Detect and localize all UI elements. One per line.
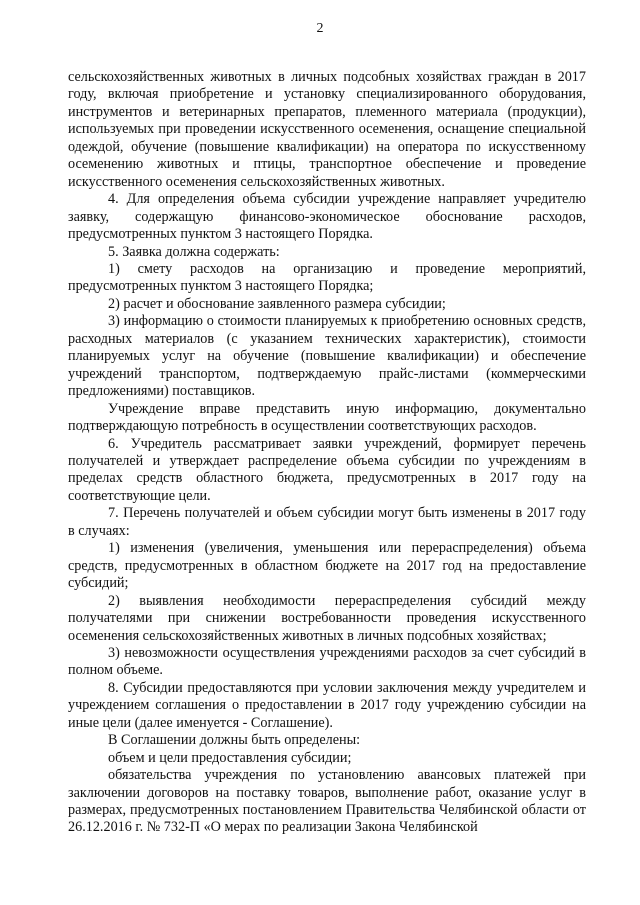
paragraph-item-8: 8. Субсидии предоставляются при условии заключения между учредителем и учреждением соглашения о предоставлении в 2017 году учреждению субсидии на иные цели (далее именуется - Соглашение). — [68, 679, 586, 731]
paragraph-item-7-2: 2) выявления необходимости перераспределения субсидий между получателями при снижении востребованности проведения искусственного осеменения сельскохозяйственных животных в личных подсобных хозяйствах; — [68, 592, 586, 644]
paragraph-agreement-volume: объем и цели предоставления субсидии; — [108, 749, 352, 766]
paragraph-agreement-obligations: обязательства учреждения по установлению авансовых платежей при заключении договоров на поставку товаров, выполнение работ, оказание услуг в размерах, предусмотренных постановлением Правительства Челябинской области от 26.12.2016 г. № 732-П «О мерах по реализации Закона Челябинской — [68, 767, 586, 836]
paragraph-item-4: 4. Для определения объема субсидии учреждение направляет учредителю заявку, содержащую финансово-экономическое обоснование расходов, предусмотренных пунктом 3 настоящего Порядка. — [68, 191, 586, 243]
paragraph-item-7: 7. Перечень получателей и объем субсидии могут быть изменены в 2017 году в случаях: — [68, 505, 586, 539]
paragraph-item-5-2: 2) расчет и обоснование заявленного размера субсидии; — [108, 295, 446, 312]
paragraph-item-5: 5. Заявка должна содержать: — [108, 243, 280, 260]
paragraph-item-5-1: 1) смету расходов на организацию и проведение мероприятий, предусмотренных пунктом 3 настоящего Порядка; — [68, 260, 586, 295]
paragraph-continuation: сельскохозяйственных животных в личных подсобных хозяйствах граждан в 2017 году, включая приобретение и установку специализированного оборудования, инструментов и ветеринарных препаратов, племенного материала (продукции), используемых при проведении искусственного осеменения, оснащение специальной одеждой, обучение (повышение квалификации) на оператора по искусственному осеменению животных и птицы, транспортное обеспечение и проведение искусственного осеменения сельскохозяйственных животных. — [68, 69, 586, 190]
paragraph-item-7-1: 1) изменения (увеличения, уменьшения или перераспределения) объема средств, предусмотренных в областном бюджете на 2017 год на предоставление субсидий; — [68, 540, 586, 592]
paragraph-item-7-3: 3) невозможности осуществления учреждениями расходов за счет субсидий в полном объеме. — [68, 644, 586, 679]
page-number: 2 — [316, 21, 324, 36]
paragraph-item-5-3: 3) информацию о стоимости планируемых к приобретению основных средств, расходных материалов (с указанием технических характеристик), стоимости планируемых услуг на обучение (повышение квалификации) и обеспечение учреждений транспортом, подтверждаемую прайс-листами (коммерческими предложениями) поставщиков. — [68, 313, 586, 400]
paragraph-agreement-intro: В Соглашении должны быть определены: — [108, 732, 361, 749]
paragraph-additional-info: Учреждение вправе представить иную информацию, документально подтверждающую потребность в осуществлении соответствующих расходов. — [68, 400, 586, 435]
paragraph-item-6: 6. Учредитель рассматривает заявки учреждений, формирует перечень получателей и утверждает распределение объема субсидии по учреждениям в пределах средств областного бюджета, предусмотренных в 2017 году на соответствующие цели. — [68, 435, 586, 504]
document-body — [68, 69, 586, 837]
